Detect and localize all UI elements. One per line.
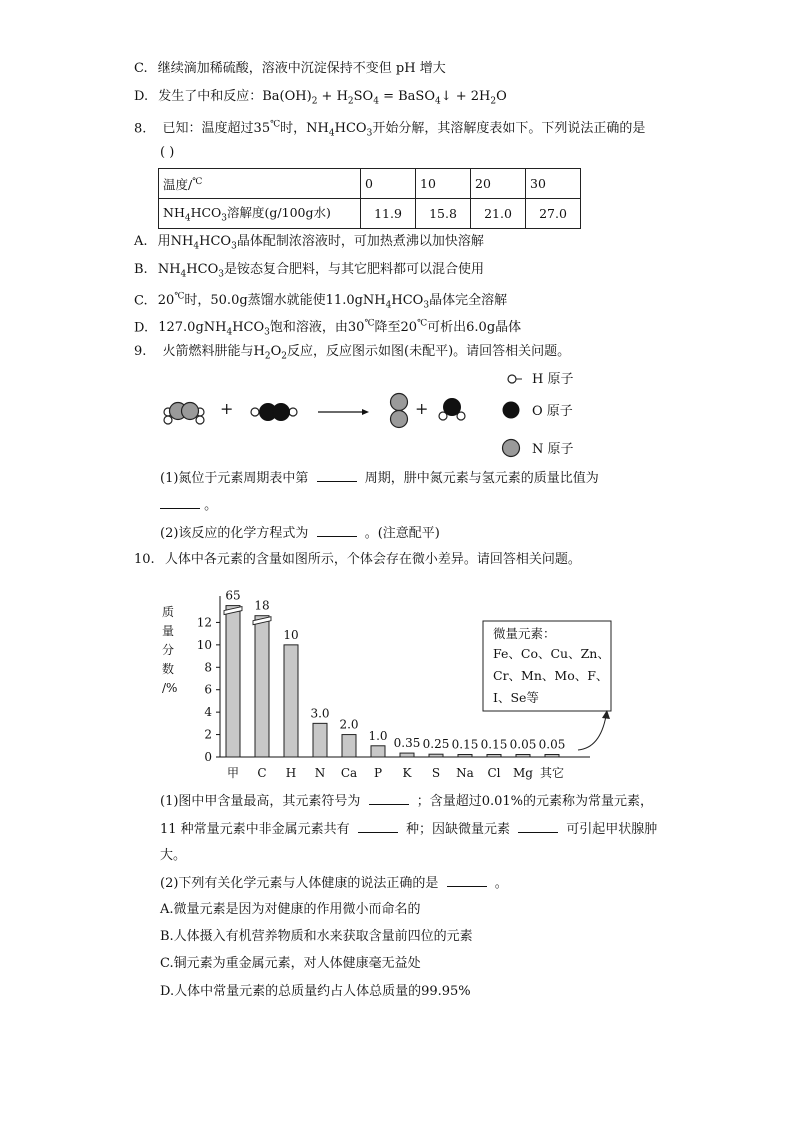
answer-blank[interactable]: [160, 496, 200, 509]
table-row: [159, 169, 581, 199]
solubility-cell: 21.0: [471, 199, 526, 229]
y-tick-label: 0: [204, 750, 212, 764]
q9-stem: [134, 343, 570, 366]
bar: [313, 723, 327, 757]
x-category-label: Mg: [513, 766, 533, 780]
q10-sub1-cont: 11 种常量元素中非金属元素共有 种；因缺微量元素 可引起甲状腺肿: [160, 822, 658, 837]
bar-value-label: 0.15: [451, 737, 479, 752]
answer-blank[interactable]: [317, 469, 357, 482]
x-category-label: K: [402, 766, 412, 780]
bar-value-label: 1.0: [368, 728, 388, 743]
x-category-label: Ca: [340, 766, 358, 780]
x-category-label: C: [257, 766, 267, 780]
water-molecule: [439, 399, 465, 421]
annotation-title: 微量元素：: [493, 626, 556, 641]
bar-value-label: 0.35: [393, 736, 421, 751]
answer-blank[interactable]: [518, 820, 558, 833]
bar-value-label: 0.05: [538, 737, 566, 752]
n-atom: [391, 411, 408, 428]
bar: [458, 755, 472, 758]
bar: [284, 645, 298, 757]
solubility-cell: 15.8: [416, 199, 471, 229]
q8-stem-text: 已知：温度超过35℃时，$NH_4HCO_3$开始分解，其溶解度表如下。下列说法正确的是: [162, 120, 646, 139]
q10-option-c: C.铜元素为重金属元素，对人体健康毫无益处: [160, 956, 421, 971]
bar: [516, 755, 530, 758]
bar: [400, 753, 414, 757]
legend-n-label: N 原子: [532, 442, 574, 457]
bar-value-label: 0.05: [509, 737, 537, 752]
q7-option-c-prefix: C.: [134, 61, 148, 76]
bar: [226, 606, 240, 757]
q7-option-d-prefix: D.: [134, 89, 149, 104]
temp-cell: 20: [471, 169, 526, 199]
bar-value-label: 2.0: [339, 717, 359, 732]
bar-value-label: 18: [254, 598, 270, 613]
bar-value-label: 0.15: [480, 737, 508, 752]
n-atom: [182, 403, 199, 420]
bar-value-label: 10: [283, 627, 299, 642]
reaction-diagram: [150, 364, 600, 464]
o-atom: [444, 399, 461, 416]
q10-stem-text: 人体中各元素的含量如图所示，个体会存在微小差异。请回答相关问题。: [164, 552, 581, 567]
q10-number: 10.: [134, 552, 155, 567]
legend-o-label: O 原子: [532, 404, 573, 419]
bar: [342, 735, 356, 757]
solubility-cell: 11.9: [361, 199, 416, 229]
temp-cell: 0: [361, 169, 416, 199]
q8-option-b-prefix: B.: [134, 262, 148, 277]
n-atom-legend-icon: [503, 440, 520, 457]
q8-option-a-prefix: A.: [134, 234, 148, 249]
y-tick-label: 6: [204, 682, 212, 697]
q8-option-a-text: 用$NH_4HCO_3$晶体配制浓溶液时，可加热煮沸以加快溶解: [157, 234, 484, 252]
h-atom: [289, 408, 297, 416]
x-category-label: H: [285, 766, 297, 780]
q7-option-c: [134, 60, 446, 78]
x-category-label: 其它: [539, 766, 565, 780]
q8-option-c-prefix: C.: [134, 293, 148, 309]
q10-sub2: (2)下列有关化学元素与人体健康的说法正确的是 。: [160, 876, 508, 891]
h-atom: [164, 416, 172, 424]
annotation-line: Fe、Co、Cu、Zn、: [493, 646, 610, 661]
q8-option-b: [134, 261, 484, 284]
solubility-cell: 27.0: [526, 199, 581, 229]
q10-option-a: A.微量元素是因为对健康的作用微小而命名的: [160, 902, 421, 917]
bar: [371, 746, 385, 757]
x-category-label: N: [314, 766, 326, 780]
bar: [487, 755, 501, 758]
q10-sub1: (1)图中甲含量最高，其元素符号为 ；含量超过0.01%的元素称为常量元素，: [160, 794, 654, 809]
annotation-line: I、Se等: [493, 690, 539, 705]
q9-sub1-cont: 。: [160, 496, 217, 515]
h-atom: [196, 416, 204, 424]
annotation-line: Cr、Mn、Mo、F、: [493, 668, 609, 683]
temp-cell: 10: [416, 169, 471, 199]
plus-sign: +: [220, 399, 234, 418]
n-atom: [391, 394, 408, 411]
o-atom-legend-icon: [503, 402, 520, 419]
x-category-label: S: [431, 766, 441, 780]
q8-option-d: [134, 315, 521, 342]
q8-option-c: [134, 288, 507, 315]
answer-blank[interactable]: [369, 792, 409, 805]
q10-option-b: B.人体摄入有机营养物质和水来获取含量前四位的元素: [160, 929, 473, 944]
table-row: [159, 199, 581, 229]
x-category-label: Cl: [487, 766, 501, 780]
temp-cell: 30: [526, 169, 581, 199]
q7-option-c-text: 继续滴加稀硫酸，溶液中沉淀保持不变但 pH 增大: [157, 61, 446, 76]
annotation-arrow: [578, 716, 606, 750]
bar-value-label: 3.0: [310, 706, 330, 721]
y-axis-label-char: 量: [162, 624, 175, 638]
o-atom: [273, 404, 290, 421]
element-content-chart: [150, 572, 630, 787]
bar: [255, 616, 269, 757]
answer-blank[interactable]: [317, 524, 357, 537]
x-category-label: P: [373, 766, 383, 780]
reaction-arrow: [318, 409, 369, 415]
solubility-table: [158, 168, 581, 229]
hydrogen-peroxide-molecule: [251, 404, 297, 421]
q8-number: 8.: [134, 121, 147, 137]
h-atom: [251, 408, 259, 416]
bar: [545, 755, 559, 758]
q9-stem-text: 火箭燃料肼能与$H_2O_2$反应，反应图示如图(未配平)。请回答相关问题。: [162, 344, 571, 362]
q8-answer-paren: ( ): [160, 145, 175, 160]
q7-option-d-text: 发生了中和反应：$Ba(OH)_2 + H_2SO_4$ = BaSO$_4$↓ + $2H_2O$: [158, 89, 507, 107]
answer-blank[interactable]: [358, 820, 398, 833]
y-tick-label: 2: [204, 727, 212, 742]
q9-sub2: (2)该反应的化学方程式为 。(注意配平): [160, 526, 440, 541]
legend-h-label: H 原子: [532, 372, 574, 387]
nitrogen-molecule: [391, 394, 408, 428]
y-tick-label: 4: [204, 705, 212, 720]
y-axis-label-char: 分: [162, 643, 175, 657]
q10-sub1-end: 大。: [160, 848, 187, 863]
q9-sub1: (1)氮位于元素周期表中第 周期，肼中氮元素与氢元素的质量比值为: [160, 471, 599, 486]
y-axis-label: [162, 604, 177, 695]
q8-option-d-prefix: D.: [134, 320, 149, 336]
bar: [429, 754, 443, 757]
y-tick-label: 10: [196, 637, 212, 652]
y-axis-label-char: 数: [162, 662, 175, 676]
q8-option-c-text: 20℃时，50.0g蒸馏水就能使$11.0gNH_4HCO_3$晶体完全溶解: [157, 292, 508, 311]
temperature-header: 温度/℃: [159, 169, 361, 199]
q10-option-d: D.人体中常量元素的总质量约占人体总质量的99.95%: [160, 984, 471, 999]
y-axis-label-char: 质: [162, 605, 175, 619]
answer-blank[interactable]: [447, 874, 487, 887]
bar-value-label: 0.25: [422, 737, 450, 752]
q10-stem: [134, 551, 581, 569]
q8-stem: [134, 116, 645, 143]
bar-value-label: 65: [225, 588, 241, 603]
q8-option-b-text: $NH_4HCO_3$是铵态复合肥料，与其它肥料都可以混合使用: [157, 262, 484, 280]
q8-option-d-text: $127.0gNH_4HCO_3$饱和溶液，由30℃降至20℃可析出6.0g晶体: [158, 319, 522, 338]
trace-element-annotation: [480, 621, 611, 752]
x-category-label: Na: [456, 766, 474, 780]
y-axis-label-char: /%: [162, 681, 178, 695]
q9-number: 9.: [134, 344, 147, 359]
q8-option-a: [134, 233, 484, 256]
h-atom-legend-icon: [508, 375, 516, 383]
q7-option-d: [134, 88, 507, 111]
x-category-label: 甲: [226, 766, 240, 780]
solubility-header: $NH_4HCO_3$溶解度(g/100g水): [159, 199, 361, 229]
hydrazine-molecule: [164, 403, 204, 425]
y-tick-label: 8: [204, 660, 212, 675]
plus-sign: +: [415, 399, 429, 418]
atom-legend: [503, 372, 574, 457]
y-tick-label: 12: [196, 615, 212, 630]
